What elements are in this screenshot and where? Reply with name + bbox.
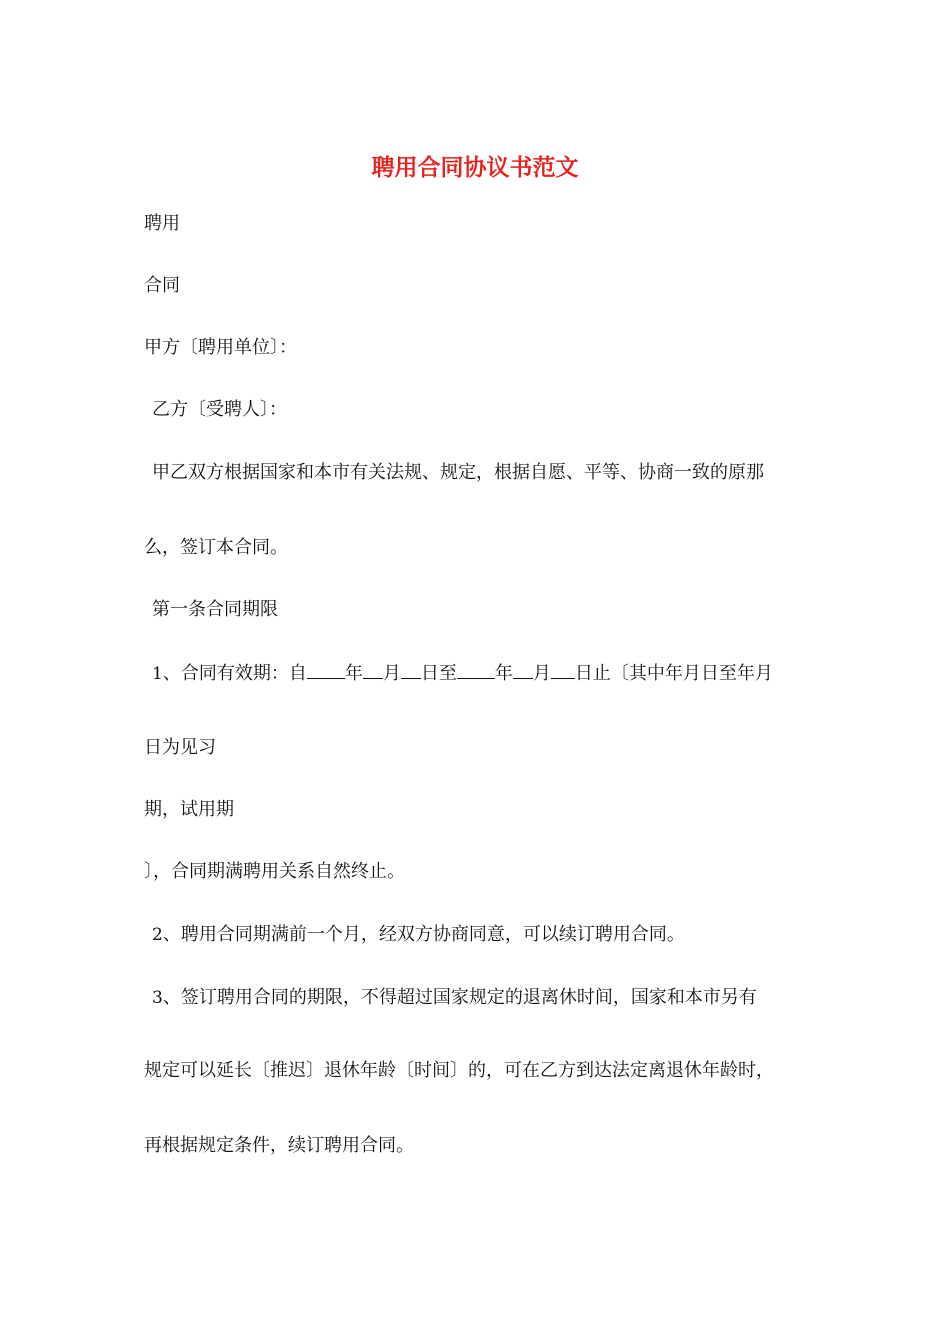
party-b-line: 乙方〔受聘人〕： — [152, 399, 287, 420]
clause-1-text-c: 月 — [382, 663, 401, 684]
clause-2-number: 2 — [152, 925, 163, 945]
clause-3-text: 、签订聘用合同的期限，不得超过国家规定的退离休时间，国家和本市另有 — [162, 987, 757, 1008]
preamble-line-1: 甲乙双方根据国家和本市有关法规、规定，根据自愿、平等、协商一致的原那 — [152, 462, 764, 483]
document-title: 聘用合同协议书范文 — [371, 154, 579, 181]
clause-2-line — [152, 922, 685, 948]
clause-3-line-3: 再根据规定条件，续订聘用合同。 — [144, 1135, 414, 1156]
preamble-line-2: 么，签订本合同。 — [144, 537, 288, 558]
clause-1-line-2: 日为见习 — [144, 737, 216, 758]
clause-1-text-d: 日至 — [420, 663, 457, 684]
clause-1-text-f: 月 — [532, 663, 551, 684]
clause-1-line-1 — [152, 660, 773, 687]
clause-1-line-3: 期，试用期 — [144, 799, 234, 820]
clause-1-text-e: 年 — [494, 663, 513, 684]
day-blank-start — [401, 660, 421, 679]
article-1-heading: 第一条合同期限 — [152, 599, 278, 620]
year-blank-start — [307, 660, 345, 679]
clause-2-text: 、聘用合同期满前一个月，经双方协商同意，可以续订聘用合同。 — [162, 924, 685, 945]
month-blank-start — [363, 660, 383, 679]
clause-1-text-a: 、合同有效期：自 — [162, 663, 307, 684]
clause-3-line-2: 规定可以延长〔推迟〕退休年龄〔时间〕的，可在乙方到达法定离退休年龄时， — [144, 1060, 774, 1081]
year-blank-end — [457, 660, 495, 679]
month-blank-end — [513, 660, 533, 679]
clause-1-number: 1 — [152, 664, 163, 684]
heading-line-1: 聘用 — [144, 213, 180, 234]
party-a-line: 甲方〔聘用单位〕： — [144, 337, 297, 358]
day-blank-end — [551, 660, 575, 679]
clause-3-number: 3 — [152, 988, 163, 1008]
clause-1-line-4: 〕，合同期满聘用关系自然终止。 — [144, 861, 405, 882]
clause-1-text-b: 年 — [344, 663, 363, 684]
heading-line-2: 合同 — [144, 275, 180, 296]
clause-3-line-1 — [152, 985, 757, 1011]
clause-1-text-g: 日止〔其中年月日至年月 — [574, 663, 773, 684]
